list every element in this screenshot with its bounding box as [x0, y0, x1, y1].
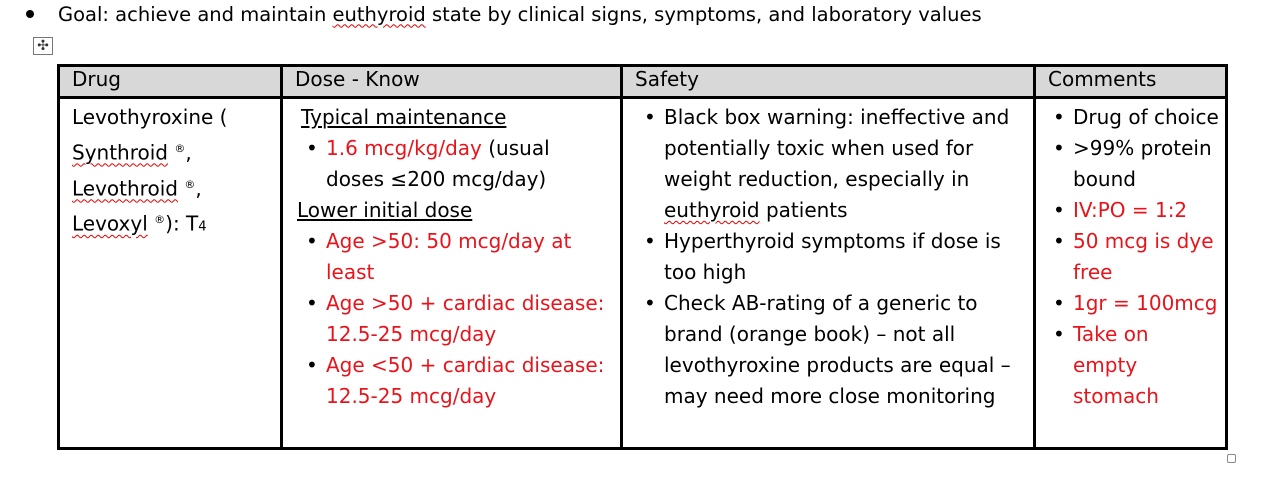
- safety-item: • Hyperthyroid symptoms if dose is too high: [639, 226, 1023, 288]
- table-move-handle[interactable]: [33, 37, 53, 55]
- bullet-icon: [26, 10, 34, 18]
- maintenance-heading: Typical maintenance: [301, 105, 507, 129]
- goal-line: [26, 0, 982, 28]
- header-safety: Safety: [622, 66, 1035, 98]
- dose-item: • Age >50 + cardiac disease: 12.5-25 mcg/day: [301, 288, 610, 350]
- comment-item: • IV:PO = 1:2: [1048, 195, 1219, 226]
- brand-synthroid: Synthroid ®,: [72, 140, 192, 165]
- brand-levothroid: Levothroid ®,: [72, 176, 202, 201]
- comments-cell[interactable]: [1035, 98, 1227, 449]
- drug-table: [57, 64, 1228, 450]
- header-comments: Comments: [1035, 66, 1227, 98]
- drug-cell[interactable]: [59, 98, 282, 449]
- drug-name: Levothyroxine (: [72, 105, 228, 129]
- brand-levoxyl: Levoxyl ®): T4: [72, 211, 207, 236]
- safety-cell[interactable]: [622, 98, 1035, 449]
- header-dose: Dose - Know: [282, 66, 622, 98]
- comment-item: • Take on empty stomach: [1048, 319, 1219, 412]
- four-way-arrow-icon: ✣: [37, 38, 49, 54]
- dose-item: • Age >50: 50 mcg/day at least: [301, 226, 610, 288]
- table-resize-handle[interactable]: [1227, 454, 1236, 463]
- table-header-row: [59, 66, 1227, 98]
- dose-item: • Age <50 + cardiac disease: 12.5-25 mcg/day: [301, 350, 610, 412]
- safety-item: • Black box warning: ineffective and potentially toxic when used for weight reduction, especially in euthyroid patients: [639, 102, 1023, 226]
- comment-item: • Drug of choice: [1048, 102, 1219, 133]
- lower-dose-heading: Lower initial dose: [297, 198, 473, 222]
- comment-item: • >99% protein bound: [1048, 133, 1219, 195]
- comment-item: • 1gr = 100mcg: [1048, 288, 1219, 319]
- dose-cell[interactable]: [282, 98, 622, 449]
- goal-text: Goal: achieve and maintain euthyroid state by clinical signs, symptoms, and laboratory values: [58, 2, 982, 26]
- maintenance-dose: • 1.6 mcg/kg/day (usual doses ≤200 mcg/day): [301, 133, 610, 195]
- header-drug: Drug: [59, 66, 282, 98]
- comment-item: • 50 mcg is dye free: [1048, 226, 1219, 288]
- safety-item: • Check AB-rating of a generic to brand (orange book) – not all levothyroxine products are equal – may need more close monitoring: [639, 288, 1023, 412]
- misspelled-term[interactable]: euthyroid: [332, 2, 426, 26]
- table-row: [59, 98, 1227, 449]
